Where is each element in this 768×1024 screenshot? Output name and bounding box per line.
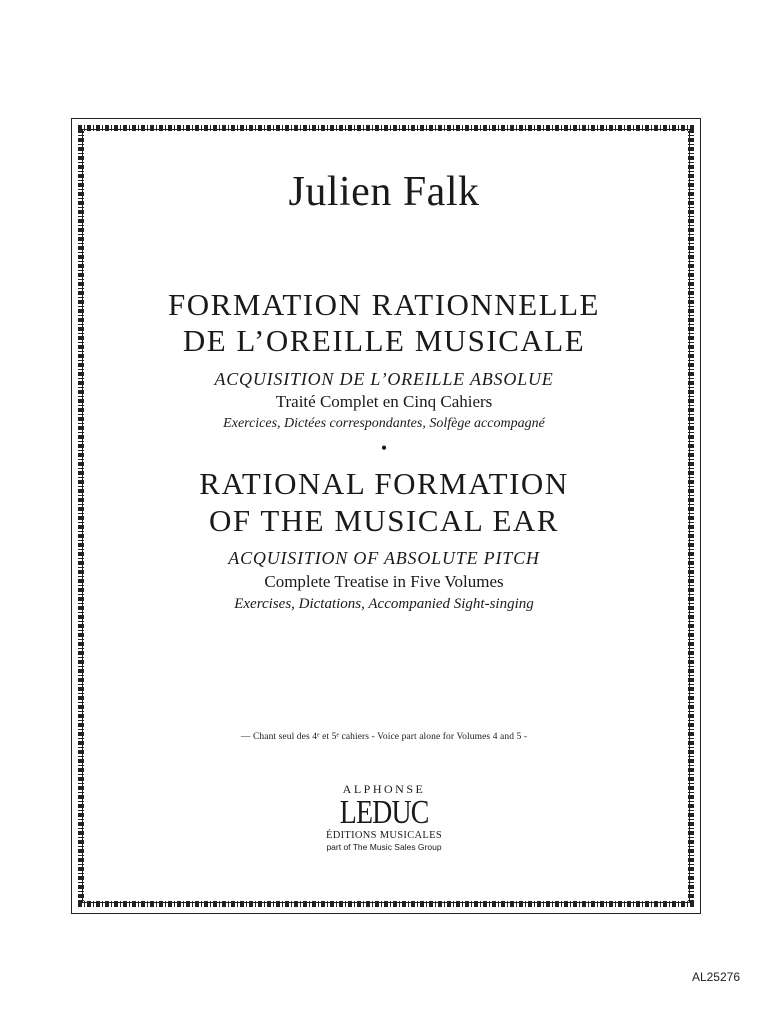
english-subtitle: ACQUISITION OF ABSOLUTE PITCH: [228, 548, 540, 568]
french-subtitle: ACQUISITION DE L’OREILLE ABSOLUE: [214, 369, 554, 389]
english-details: Exercises, Dictations, Accompanied Sight-singing: [234, 596, 534, 612]
publisher-group: part of The Music Sales Group: [326, 842, 442, 852]
publisher-logo: [0, 782, 768, 853]
french-title-line2: DE L’OREILLE MUSICALE: [182, 323, 586, 358]
english-title-line1: RATIONAL FORMATION: [199, 466, 569, 501]
publisher-top-text: ALPHONSE: [342, 782, 426, 796]
publisher-name: LEDUC: [339, 794, 429, 831]
publisher-editions: ÉDITIONS MUSICALES: [326, 830, 442, 841]
french-details: Exercices, Dictées correspondantes, Solfège accompagné: [223, 416, 545, 431]
english-title-line2: OF THE MUSICAL EAR: [209, 503, 559, 538]
french-title-line1: FORMATION RATIONNELLE: [168, 287, 600, 322]
author-name: Julien Falk: [288, 169, 480, 215]
volume-note: — Chant seul des 4ᵉ et 5ᵉ cahiers - Voice part alone for Volumes 4 and 5 -: [240, 732, 528, 742]
catalog-code: AL25276: [691, 970, 740, 984]
english-description: Complete Treatise in Five Volumes: [264, 572, 504, 591]
separator-bullet: •: [380, 438, 388, 458]
french-description: Traité Complet en Cinq Cahiers: [275, 392, 493, 411]
